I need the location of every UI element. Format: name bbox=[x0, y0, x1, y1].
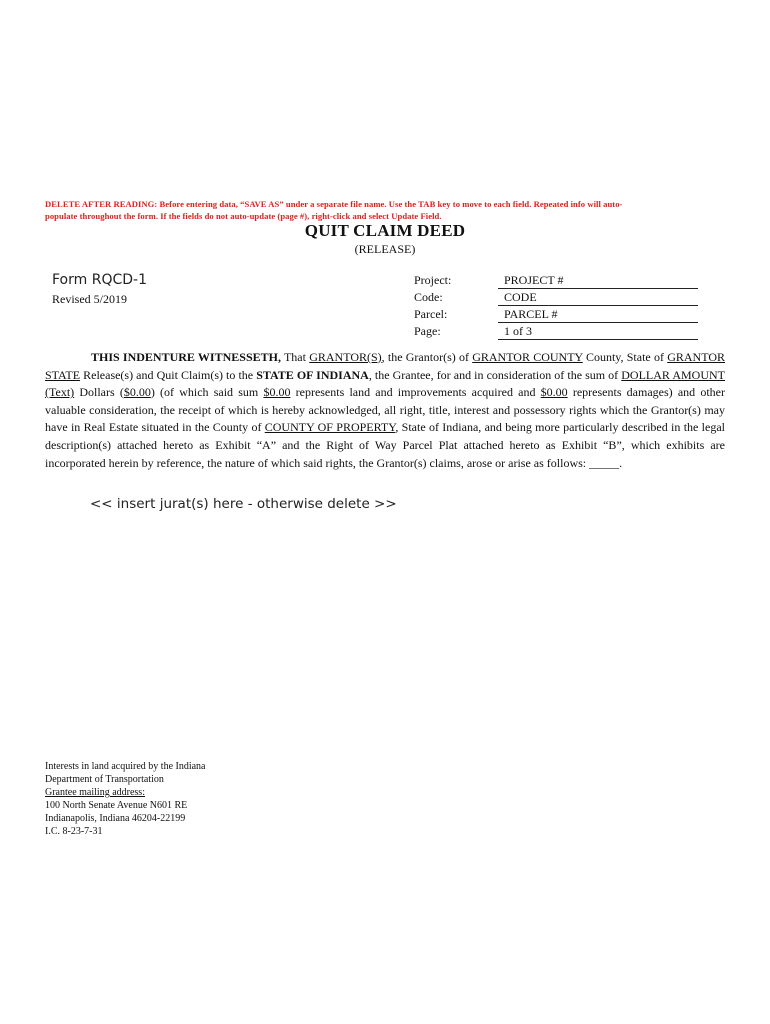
text-run: That bbox=[280, 350, 310, 364]
deed-meta-block bbox=[414, 273, 704, 341]
delete-after-reading-notice bbox=[45, 198, 725, 222]
document-title: QUIT CLAIM DEED bbox=[304, 221, 466, 240]
text-run: Release(s) and Quit Claim(s) to the bbox=[80, 367, 257, 382]
project-field[interactable]: PROJECT # bbox=[498, 273, 698, 289]
text-run: , the Grantee, for and in consideration of the sum of bbox=[368, 367, 622, 382]
grantee-state: STATE OF INDIANA bbox=[256, 367, 369, 382]
form-id: Form RQCD-1 bbox=[52, 272, 147, 288]
footer-line-1: Interests in land acquired by the Indiana bbox=[45, 761, 206, 772]
indenture-lead: THIS INDENTURE WITNESSETH, bbox=[91, 350, 281, 364]
dollar-amount-text-field[interactable]: DOLLAR AMOUNT (Text) bbox=[45, 367, 726, 400]
notice-line-2: populate throughout the form. If the fields do not auto-update (page #), right-click and select Update Field. bbox=[45, 211, 442, 221]
property-county-field[interactable]: COUNTY OF PROPERTY bbox=[264, 420, 396, 435]
notice-line-1: DELETE AFTER READING: Before entering data, “SAVE AS” under a separate file name. Use the TAB key to move to each field. Repeated info will auto- bbox=[45, 199, 623, 209]
damages-amount-field[interactable]: $0.00 bbox=[540, 385, 568, 400]
text-run: ) (of which said sum bbox=[150, 385, 264, 400]
jurat-placeholder[interactable]: << insert jurat(s) here - otherwise delete >> bbox=[90, 496, 397, 512]
text-run: , State of Indiana, and being more particularly described in the legal description(s) attached hereto as Exhibit “A” and the Right of Way Parcel Plat attached hereto as Exhibit “B”, which exhibits are incorporated herein by reference, the nature of which said rights, the Grantor(s) claims, arose or arise as follows: bbox=[45, 420, 725, 470]
grantee-mailing-address-label: Grantee mailing address: bbox=[45, 787, 145, 798]
text-run: , the Grantor(s) of bbox=[381, 350, 473, 364]
footer-street: 100 North Senate Avenue N601 RE bbox=[45, 800, 188, 811]
text-run: Dollars ( bbox=[74, 385, 124, 400]
code-field[interactable]: CODE bbox=[498, 290, 698, 306]
footer-statute: I.C. 8-23-7-31 bbox=[45, 826, 103, 837]
text-run: County, State of bbox=[582, 350, 668, 364]
footer-line-2: Department of Transportation bbox=[45, 774, 164, 785]
grantor-county-field[interactable]: GRANTOR COUNTY bbox=[472, 350, 583, 364]
meta-row-project bbox=[414, 273, 704, 290]
code-label: Code: bbox=[414, 290, 443, 304]
text-run: represents land and improvements acquired and bbox=[290, 385, 541, 400]
rights-blank-field[interactable]: _____ bbox=[589, 455, 620, 470]
parcel-label: Parcel: bbox=[414, 307, 448, 321]
page-label: Page: bbox=[414, 324, 441, 338]
page-field[interactable]: 1 of 3 bbox=[498, 324, 698, 340]
grantee-address-block bbox=[45, 760, 206, 838]
text-run: represents damages) and other valuable consideration, the receipt of which is hereby acknowledged, all right, title, interest and possessory rights which the Grantor(s) may have in Real Estate situated in the County of bbox=[45, 385, 726, 435]
project-label: Project: bbox=[414, 273, 452, 287]
meta-row-page bbox=[414, 324, 704, 341]
meta-row-code bbox=[414, 290, 704, 307]
text-run: . bbox=[619, 455, 623, 470]
meta-row-parcel bbox=[414, 307, 704, 324]
revised-date: Revised 5/2019 bbox=[52, 292, 127, 306]
document-subtitle: (RELEASE) bbox=[354, 242, 416, 256]
land-amount-field[interactable]: $0.00 bbox=[263, 385, 291, 400]
parcel-field[interactable]: PARCEL # bbox=[498, 307, 698, 323]
indenture-paragraph bbox=[45, 349, 725, 472]
grantor-state-field[interactable]: GRANTOR STATE bbox=[45, 350, 725, 382]
footer-city: Indianapolis, Indiana 46204-22199 bbox=[45, 813, 186, 824]
dollar-amount-field[interactable]: $0.00 bbox=[123, 385, 151, 400]
grantor-field[interactable]: GRANTOR(S) bbox=[309, 350, 382, 364]
